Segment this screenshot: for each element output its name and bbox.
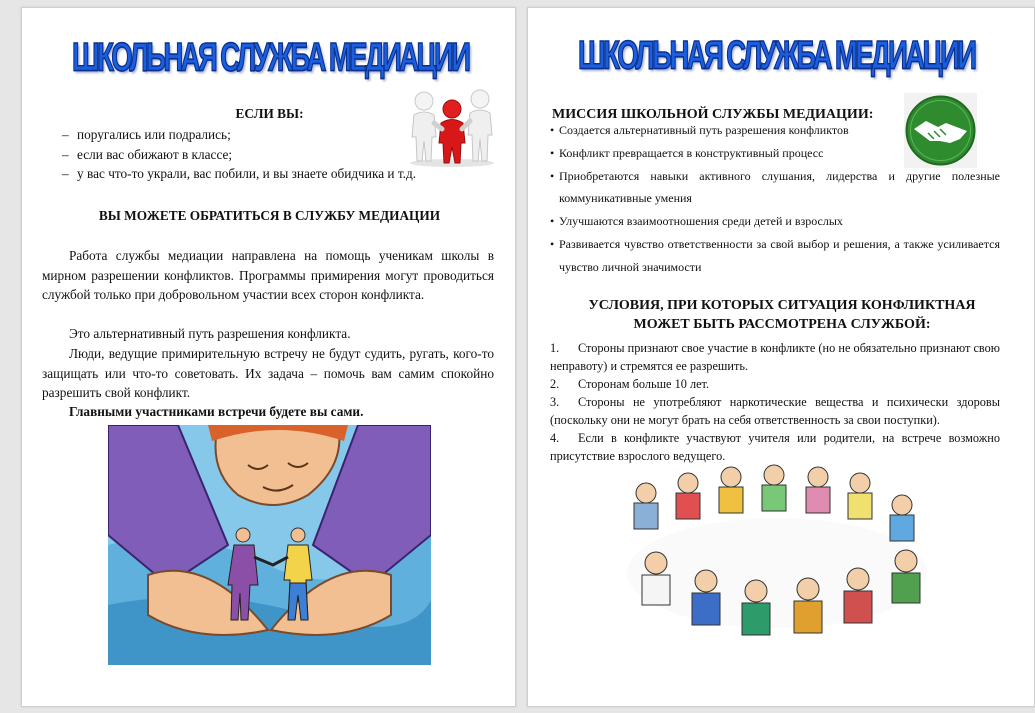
paragraph-1: Работа службы медиации направлена на помощь ученикам школы в мирном разрешении конфликтов. Программы примирения могут проводиться службой только при добровольном участии всех сторон конфликта. bbox=[42, 248, 494, 302]
list-item: 4. Если в конфликте участвуют учителя или родители, на встрече возможно присутствие взрослого ведущего. bbox=[550, 431, 1000, 463]
list-item: – у вас что-то украли, вас побили, и вы знаете обидчика и т.д. bbox=[59, 164, 479, 184]
list-item: – поругались или подрались; bbox=[59, 125, 479, 145]
list-item: – если вас обижают в классе; bbox=[59, 145, 479, 165]
conditions-list bbox=[550, 339, 1000, 465]
left-page bbox=[21, 7, 516, 707]
right-page-title: ШКОЛЬНАЯ СЛУЖБА МЕДИАЦИИ bbox=[578, 32, 975, 77]
list-item: • Развивается чувство ответственности за свой выбор и решения, а также усиливается чувство личной значимости bbox=[550, 233, 1000, 279]
hands-holding-people-illustration bbox=[108, 425, 431, 665]
list-item: 3. Стороны не употребляют наркотические вещества и психически здоровы (поскольку они не могут брать на себя ответственность за свои поступки). bbox=[550, 395, 1000, 427]
contact-heading: ВЫ МОЖЕТЕ ОБРАТИТЬСЯ В СЛУЖБУ МЕДИАЦИИ bbox=[98, 208, 441, 223]
left-page-title: ШКОЛЬНАЯ СЛУЖБА МЕДИАЦИИ bbox=[72, 34, 469, 79]
paragraph-4: Главными участниками встречи будете вы сами. bbox=[69, 404, 364, 419]
conditions-heading-line-2: МОЖЕТ БЫТЬ РАССМОТРЕНА СЛУЖБОЙ: bbox=[633, 317, 931, 332]
list-item: 1. Стороны признают свое участие в конфликте (но не обязательно признают свою неправоту) и стремятся ее разрешить. bbox=[550, 341, 1000, 373]
list-item: • Приобретаются навыки активного слушания, лидерства и другие полезные коммуникативные умения bbox=[550, 165, 1000, 211]
list-item: 2. Сторонам больше 10 лет. bbox=[550, 377, 710, 391]
paragraph-2: Это альтернативный путь разрешения конфликта. bbox=[69, 326, 351, 341]
right-page bbox=[527, 7, 1035, 707]
paragraph-3: Люди, ведущие примирительную встречу не будут судить, ругать, кого-то защищать или что-то советовать. Их задача – помочь вам самим спокойно разрешить свой конфликт. bbox=[42, 346, 494, 400]
conditions-heading-line-1: УСЛОВИЯ, ПРИ КОТОРЫХ СИТУАЦИЯ КОНФЛИКТНАЯ bbox=[588, 298, 976, 313]
mission-list bbox=[550, 119, 1000, 279]
mission-heading: МИССИЯ ШКОЛЬНОЙ СЛУЖБЫ МЕДИАЦИИ: bbox=[552, 107, 874, 122]
children-circle-illustration bbox=[606, 463, 948, 658]
list-item: • Конфликт превращается в конструктивный процесс bbox=[550, 142, 1000, 165]
if-you-heading: ЕСЛИ ВЫ: bbox=[235, 106, 304, 121]
list-item: • Создается альтернативный путь разрешения конфликтов bbox=[550, 119, 1000, 142]
list-item: • Улучшаются взаимоотношения среди детей и взрослых bbox=[550, 210, 1000, 233]
if-you-list bbox=[59, 125, 479, 184]
